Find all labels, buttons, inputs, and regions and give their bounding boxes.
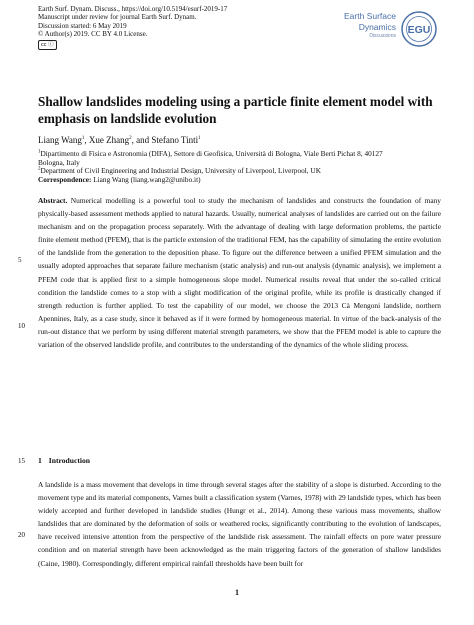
section-heading (38, 456, 97, 465)
author-affiliation-mark: 1 (81, 136, 85, 141)
line-number: 5 (18, 256, 22, 264)
affiliation-mark: 1 (38, 149, 41, 155)
author-name: , and Stefano Tinti (131, 135, 199, 145)
author-affiliation-mark: 2 (129, 136, 132, 141)
journal-header (38, 5, 227, 50)
intro-paragraph: A landslide is a mass movement that develops in time through several stages after the stability of a slope is disturbed. According to the movement type and its material components, Varnes built a classification system (Varnes, 1978) with 29 landslide types, which has been widely accepted and further developed in landslide studies (Hungr et al., 2014). Among these various mass movements, shallow landslides that are dominated by the deformation of soils or weathered rocks, significantly contributing to the evolution of landscapes, have received intensive attention from the perspective of the landslide risk assessment. The rainfall effects on pore water pressure condition and on material strength have been acknowledged as the main triggering factors of the generation of shallow landslides (Caine, 1980). Correspondingly, different empirical rainfall thresholds have been built for (38, 480, 441, 568)
logo-word-discussions: Discussions (369, 33, 396, 39)
affiliation-text: Bologna, Italy (38, 158, 80, 167)
affiliation-text: Department of Civil Engineering and Industrial Design, University of Liverpool, Liverpool, UK (40, 166, 321, 175)
section-number: 1 (38, 456, 42, 465)
affiliation (38, 149, 383, 158)
logo-word-earth-surface: Earth Surface (344, 11, 396, 21)
cc-license-badge: cc ⓘ (38, 40, 57, 50)
paper-title: Shallow landslides modeling using a particle finite element model with emphasis on landslide evolution (38, 94, 433, 126)
abstract-label: Abstract. (38, 196, 68, 205)
egu-logo-text: EGU (407, 24, 431, 36)
logo-word-dynamics: Dynamics (358, 22, 396, 32)
author-list (38, 135, 201, 145)
header-discussion-date: Discussion started: 6 May 2019 (38, 21, 127, 30)
correspondence-label: Correspondence: (38, 175, 92, 184)
affiliation (38, 166, 321, 175)
abstract-text: Numerical modelling is a powerful tool to study the mechanism of landslides and constructs the foundation of many physically-based assessment methods applied to natural hazards. Usually, numerical analyses of landslides are carried out on the failure mechanism and on the propagation process separately. With the advantage of dealing with large deformation problems, the particle finite element method (PFEM), that is the particle extension of the traditional FEM, has the capability of simulating the entire evolution of the landslide from the generation to the deposition phase. To figure out the difference between a unified PFEM simulation and the usually adopted approaches that separate failure mechanism (static analysis) and run-out analysis (dynamic analysis), we implement a PFEM code that is applied first to a simple homogeneous slope model. Numerical results reveal that under the so-called critical condition the landslide comes to a stop with a slight modification of the original profile, while its profile is drastically changed if strength reduction is further applied. To test the capability of our model, we choose the 2013 Cà Mengoni landslide, northern Apennines, Italy, as a case study, since it behaved as if it were formed by homogeneous material. In virtue of the back-analysis of the run-out distance that we perform by using different material strength parameters, we show that the PFEM model is able to capture the variation of the observed landslide profile, and contributes to the understanding of the dynamics of the whole sliding process. (38, 196, 441, 350)
header-license: © Author(s) 2019. CC BY 4.0 License. (38, 30, 148, 39)
header-citation: Earth Surf. Dynam. Discuss., https://doi.org/10.5194/esurf-2019-17 (38, 5, 228, 13)
correspondence (38, 175, 201, 184)
header-review-status: Manuscript under review for journal Earth Surf. Dynam. (38, 13, 197, 22)
author-affiliation-mark: 1 (198, 136, 201, 141)
line-number: 20 (18, 531, 25, 539)
journal-logo (336, 9, 446, 55)
author-name: , Xue Zhang (84, 135, 130, 145)
affiliation-mark: 2 (38, 166, 41, 172)
egu-logo-icon (399, 9, 443, 49)
abstract (38, 194, 441, 351)
page-number: 1 (235, 588, 239, 597)
line-number: 15 (18, 457, 25, 465)
author-name: Liang Wang (38, 135, 82, 145)
affiliation-text: Dipartimento di Fisica e Astronomia (DIFA), Settore di Geofisica, Università di Bologna, Viale Berti Pichat 8, 40127 (40, 149, 383, 158)
section-title: Introduction (48, 456, 91, 465)
line-number: 10 (18, 322, 25, 330)
correspondence-text: Liang Wang (liang.wang2@unibo.it) (91, 175, 201, 184)
